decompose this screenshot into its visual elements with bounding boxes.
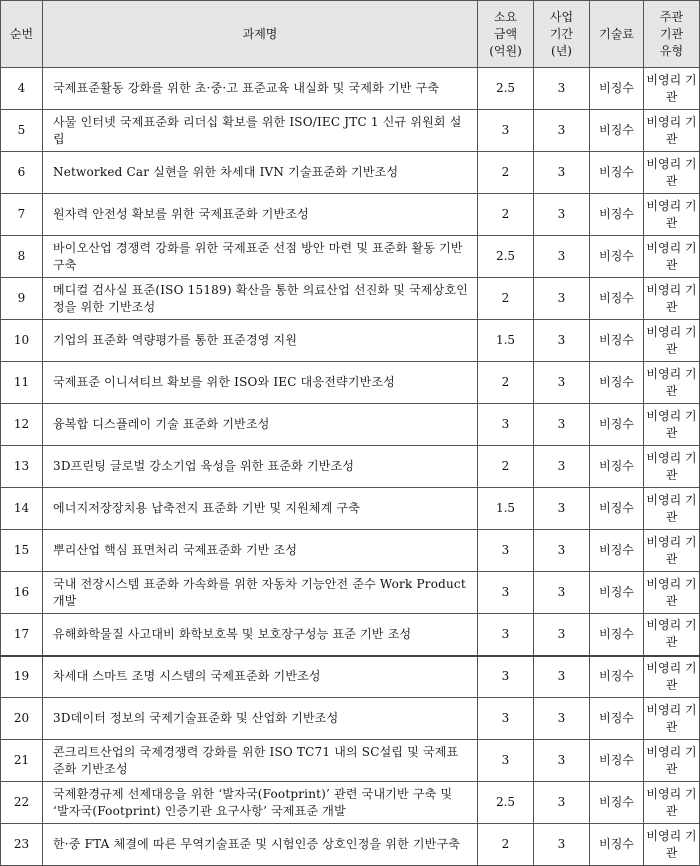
header-title: 과제명 (43, 1, 478, 68)
row-fee: 비징수 (590, 656, 644, 698)
row-budget: 3 (478, 572, 534, 614)
row-fee: 비징수 (590, 194, 644, 236)
row-no: 11 (1, 362, 43, 404)
row-no: 20 (1, 698, 43, 740)
row-org: 비영리 기관 (644, 110, 700, 152)
row-no: 14 (1, 488, 43, 530)
row-period: 3 (534, 488, 590, 530)
row-title: 사물 인터넷 국제표준화 리더십 확보를 위한 ISO/IEC JTC 1 신규 위원회 설립 (43, 110, 478, 152)
row-period: 3 (534, 152, 590, 194)
row-budget: 3 (478, 404, 534, 446)
header-period (534, 1, 590, 68)
row-period: 3 (534, 656, 590, 698)
row-org: 비영리 기관 (644, 362, 700, 404)
row-title: 3D프린팅 글로벌 강소기업 육성을 위한 표준화 기반조성 (43, 446, 478, 488)
row-org: 비영리 기관 (644, 656, 700, 698)
row-no: 10 (1, 320, 43, 362)
table-row (1, 824, 700, 866)
row-title: 기업의 표준화 역량평가를 통한 표준경영 지원 (43, 320, 478, 362)
row-budget: 3 (478, 698, 534, 740)
header-fee: 기술료 (590, 1, 644, 68)
row-org: 비영리 기관 (644, 530, 700, 572)
row-budget: 3 (478, 530, 534, 572)
row-budget: 3 (478, 740, 534, 782)
header-budget-line: 소요 (493, 9, 518, 24)
row-fee: 비징수 (590, 488, 644, 530)
row-org: 비영리 기관 (644, 404, 700, 446)
row-title: 국제표준활동 강화를 위한 초·중·고 표준교육 내실화 및 국제화 기반 구축 (43, 68, 478, 110)
row-period: 3 (534, 404, 590, 446)
row-fee: 비징수 (590, 68, 644, 110)
row-period: 3 (534, 236, 590, 278)
row-period: 3 (534, 278, 590, 320)
header-org-line: 유형 (659, 43, 684, 58)
header-period-line: 사업 (549, 9, 574, 24)
row-title: 국내 전장시스템 표준화 가속화를 위한 자동차 기능안전 준수 Work Product 개발 (43, 572, 478, 614)
header-no: 순번 (1, 1, 43, 68)
row-fee: 비징수 (590, 362, 644, 404)
table-row (1, 782, 700, 824)
row-no: 7 (1, 194, 43, 236)
row-title: 3D데이터 정보의 국제기술표준화 및 산업화 기반조성 (43, 698, 478, 740)
table-row (1, 278, 700, 320)
row-org: 비영리 기관 (644, 236, 700, 278)
row-org: 비영리 기관 (644, 740, 700, 782)
row-period: 3 (534, 824, 590, 866)
row-title: Networked Car 실현을 위한 차세대 IVN 기술표준화 기반조성 (43, 152, 478, 194)
row-title: 콘크리트산업의 국제경쟁력 강화를 위한 ISO TC71 내의 SC설립 및 국제표준화 기반조성 (43, 740, 478, 782)
row-fee: 비징수 (590, 530, 644, 572)
table-row (1, 236, 700, 278)
row-period: 3 (534, 572, 590, 614)
table-row (1, 488, 700, 530)
table-row (1, 698, 700, 740)
row-fee: 비징수 (590, 278, 644, 320)
row-org: 비영리 기관 (644, 488, 700, 530)
row-budget: 2.5 (478, 782, 534, 824)
row-title: 국제환경규제 선제대응을 위한 ‘발자국(Footprint)’ 관련 국내기반 구축 및 ‘발자국(Footprint) 인증기관 요구사항’ 국제표준 개발 (43, 782, 478, 824)
row-no: 12 (1, 404, 43, 446)
row-period: 3 (534, 194, 590, 236)
row-title: 유해화학물질 사고대비 화학보호복 및 보호장구성능 표준 기반 조성 (43, 614, 478, 656)
row-org: 비영리 기관 (644, 572, 700, 614)
row-budget: 2 (478, 362, 534, 404)
row-no: 16 (1, 572, 43, 614)
row-title: 에너지저장장치용 납축전지 표준화 기반 및 지원체계 구축 (43, 488, 478, 530)
row-fee: 비징수 (590, 614, 644, 656)
row-org: 비영리 기관 (644, 68, 700, 110)
row-period: 3 (534, 782, 590, 824)
table-row (1, 446, 700, 488)
row-no: 21 (1, 740, 43, 782)
row-budget: 3 (478, 614, 534, 656)
row-fee: 비징수 (590, 698, 644, 740)
row-budget: 3 (478, 110, 534, 152)
row-period: 3 (534, 110, 590, 152)
header-org-line: 기관 (659, 26, 684, 41)
row-fee: 비징수 (590, 110, 644, 152)
row-no: 6 (1, 152, 43, 194)
row-org: 비영리 기관 (644, 698, 700, 740)
row-org: 비영리 기관 (644, 782, 700, 824)
header-row (1, 1, 700, 68)
row-period: 3 (534, 740, 590, 782)
row-no: 8 (1, 236, 43, 278)
row-fee: 비징수 (590, 152, 644, 194)
table-row (1, 656, 700, 698)
row-fee: 비징수 (590, 824, 644, 866)
row-budget: 2.5 (478, 68, 534, 110)
row-no: 23 (1, 824, 43, 866)
row-org: 비영리 기관 (644, 824, 700, 866)
row-org: 비영리 기관 (644, 320, 700, 362)
table-row (1, 152, 700, 194)
header-org-line: 주관 (659, 9, 684, 24)
row-fee: 비징수 (590, 740, 644, 782)
table-row (1, 614, 700, 656)
row-budget: 2 (478, 194, 534, 236)
row-budget: 1.5 (478, 320, 534, 362)
row-title: 원자력 안전성 확보를 위한 국제표준화 기반조성 (43, 194, 478, 236)
row-title: 차세대 스마트 조명 시스템의 국제표준화 기반조성 (43, 656, 478, 698)
row-period: 3 (534, 698, 590, 740)
table-row (1, 404, 700, 446)
row-no: 15 (1, 530, 43, 572)
row-org: 비영리 기관 (644, 614, 700, 656)
table-row (1, 530, 700, 572)
table-row (1, 362, 700, 404)
row-title: 바이오산업 경쟁력 강화를 위한 국제표준 선점 방안 마련 및 표준화 활동 기반구축 (43, 236, 478, 278)
row-fee: 비징수 (590, 572, 644, 614)
row-org: 비영리 기관 (644, 278, 700, 320)
row-no: 17 (1, 614, 43, 656)
row-budget: 1.5 (478, 488, 534, 530)
header-budget-line: 금액 (493, 26, 518, 41)
row-no: 4 (1, 68, 43, 110)
row-period: 3 (534, 320, 590, 362)
row-org: 비영리 기관 (644, 446, 700, 488)
row-budget: 2 (478, 824, 534, 866)
row-title: 메디컬 검사실 표준(ISO 15189) 확산을 통한 의료산업 선진화 및 국제상호인정을 위한 기반조성 (43, 278, 478, 320)
row-period: 3 (534, 530, 590, 572)
row-period: 3 (534, 614, 590, 656)
row-budget: 3 (478, 656, 534, 698)
row-title: 한·중 FTA 체결에 따른 무역기술표준 및 시험인증 상호인정을 위한 기반구축 (43, 824, 478, 866)
row-no: 22 (1, 782, 43, 824)
row-period: 3 (534, 362, 590, 404)
row-period: 3 (534, 446, 590, 488)
row-fee: 비징수 (590, 320, 644, 362)
table-row (1, 68, 700, 110)
row-fee: 비징수 (590, 404, 644, 446)
row-budget: 2 (478, 152, 534, 194)
table-row (1, 110, 700, 152)
row-period: 3 (534, 68, 590, 110)
row-no: 5 (1, 110, 43, 152)
row-fee: 비징수 (590, 446, 644, 488)
row-no: 19 (1, 656, 43, 698)
header-org (644, 1, 700, 68)
row-title: 뿌리산업 핵심 표면처리 국제표준화 기반 조성 (43, 530, 478, 572)
header-period-line: 기간 (549, 26, 574, 41)
row-title: 융복합 디스플레이 기술 표준화 기반조성 (43, 404, 478, 446)
row-fee: 비징수 (590, 236, 644, 278)
table-row (1, 320, 700, 362)
table-row (1, 572, 700, 614)
row-org: 비영리 기관 (644, 152, 700, 194)
row-org: 비영리 기관 (644, 194, 700, 236)
row-fee: 비징수 (590, 782, 644, 824)
table-row (1, 740, 700, 782)
header-budget-line: (억원) (489, 43, 522, 58)
row-no: 9 (1, 278, 43, 320)
row-title: 국제표준 이니셔티브 확보를 위한 ISO와 IEC 대응전략기반조성 (43, 362, 478, 404)
table-row (1, 194, 700, 236)
row-no: 13 (1, 446, 43, 488)
header-period-line: (년) (551, 43, 572, 58)
row-budget: 2 (478, 446, 534, 488)
row-budget: 2.5 (478, 236, 534, 278)
row-budget: 2 (478, 278, 534, 320)
header-budget (478, 1, 534, 68)
